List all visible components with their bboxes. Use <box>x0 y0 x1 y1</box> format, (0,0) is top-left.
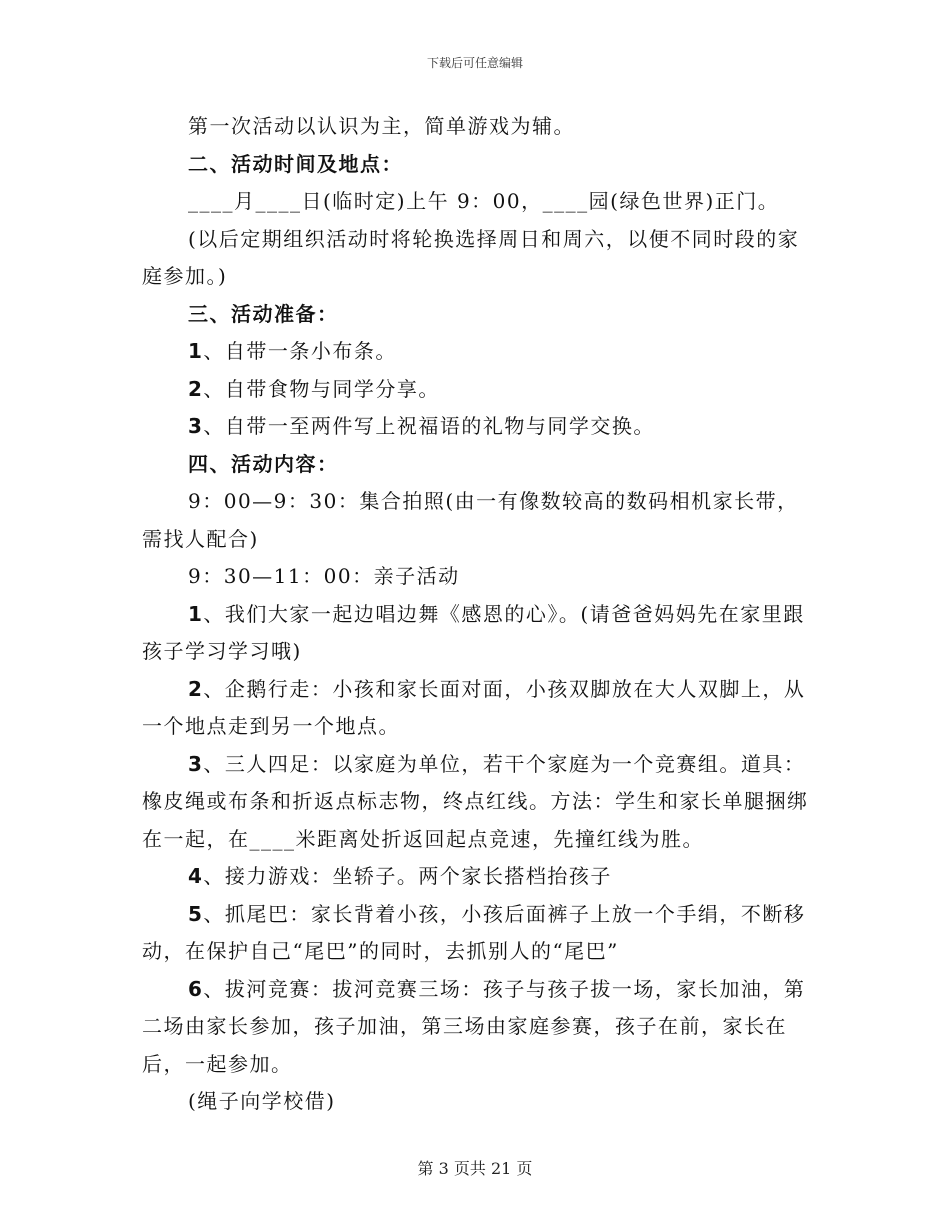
paragraph-time-activity: 9：30—11：00：亲子活动 <box>188 564 460 588</box>
page-header: 下载后可任意编辑 <box>426 56 523 70</box>
list-item-activity-3: 3、三人四足：以家庭为单位，若干个家庭为一个竞赛组。道具：橡皮绳或布条和折返点标志物，终点红线。方法：学生和家长单腿捆绑在一起，在____米距离处折返回起点竞速，先撞红线为胜。 <box>142 751 809 851</box>
list-item-prep-2: 2、自带食物与同学分享。 <box>188 376 440 401</box>
list-item-activity-4: 4、接力游戏：坐轿子。两个家长搭档抬孩子 <box>188 864 612 888</box>
list-item-activity-2: 2、企鹅行走：小孩和家长面对面，小孩双脚放在大人双脚上，从一个地点走到另一个地点。 <box>142 676 806 738</box>
list-item-activity-5: 5、抓尾巴：家长背着小孩，小孩后面裤子上放一个手绢，不断移动，在保护自己“尾巴”的同时，去抓别人的“尾巴” <box>142 901 806 963</box>
list-item-activity-6: 6、拔河竞赛：拔河竞赛三场：孩子与孩子拔一场，家长加油，第二场由家长参加，孩子加油，第三场由家庭参赛，孩子在前，家长在后，一起参加。 <box>142 976 806 1076</box>
paragraph-date-location: ____月____日(临时定)上午 9：00，____园(绿色世界)正门。 <box>188 189 780 213</box>
paragraph-time-photo: 9：00—9：30：集合拍照(由一有像数较高的数码相机家长带，需找人配合) <box>142 489 799 551</box>
section-heading-content: 四、活动内容： <box>188 451 339 476</box>
page-footer: 第 3 页共 21 页 <box>417 1159 533 1178</box>
list-item-prep-3: 3、自带一至两件写上祝福语的礼物与同学交换。 <box>188 414 655 438</box>
document-body <box>142 108 810 1121</box>
paragraph-rope-note: (绳子向学校借) <box>188 1089 336 1113</box>
list-item-prep-1: 1、自带一条小布条。 <box>188 339 397 363</box>
list-item-activity-1: 1、我们大家一起边唱边舞《感恩的心》。(请爸爸妈妈先在家里跟孩子学习学习哦) <box>142 601 805 663</box>
paragraph-intro: 第一次活动以认识为主，简单游戏为辅。 <box>188 114 575 138</box>
section-heading-time-place: 二、活动时间及地点： <box>188 151 403 176</box>
section-heading-preparation: 三、活动准备： <box>188 301 339 326</box>
paragraph-schedule-note: (以后定期组织活动时将轮换选择周日和周六，以便不同时段的家庭参加。) <box>142 226 800 288</box>
